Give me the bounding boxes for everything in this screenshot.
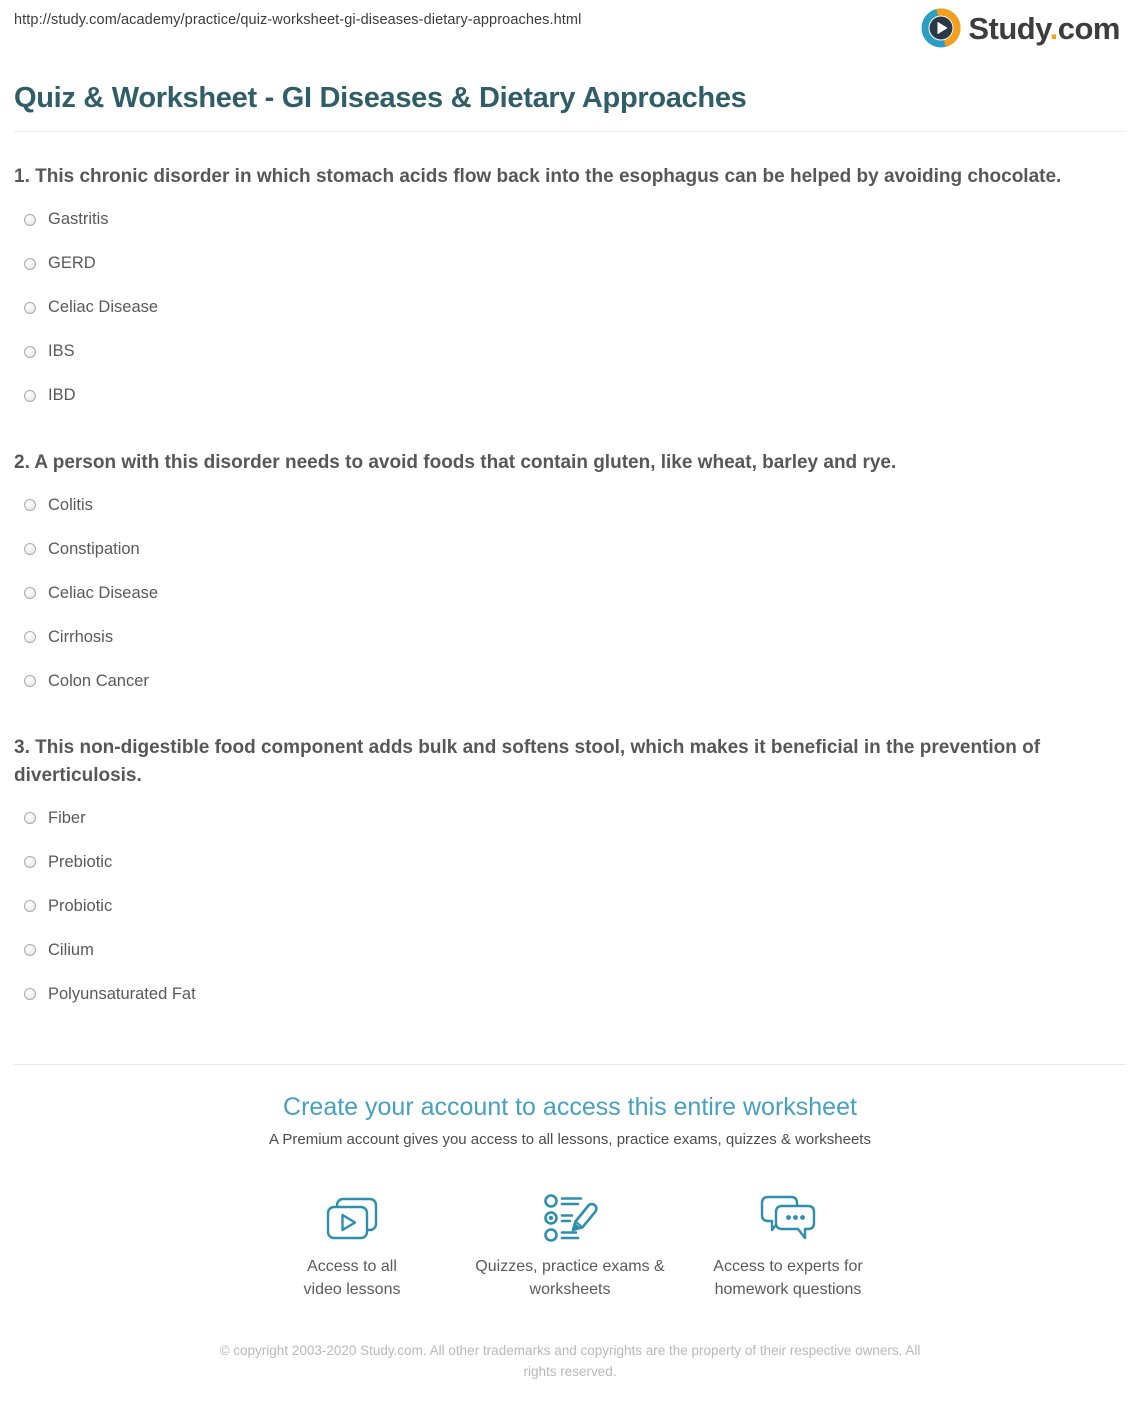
signup-section [14,1093,1126,1301]
radio-button[interactable] [24,631,36,643]
studycom-logo-icon [921,8,961,48]
radio-button[interactable] [24,812,36,824]
option-label[interactable]: Fiber [48,808,86,827]
radio-button[interactable] [24,346,36,358]
questions [14,163,1126,1016]
option-label[interactable]: Colitis [48,495,93,514]
option-row[interactable] [14,796,1126,840]
option-label[interactable]: Celiac Disease [48,583,159,602]
options-list [14,198,1126,418]
option-label[interactable]: Cilium [48,940,94,959]
signup-subheading: A Premium account gives you access to all lessons, practice exams, quizzes & worksheets [269,1131,871,1149]
signup-heading: Create your account to access this entire worksheet [283,1093,857,1122]
option-row[interactable] [14,615,1126,659]
option-label[interactable]: Polyunsaturated Fat [48,984,196,1003]
feature-video-lessons [243,1188,461,1301]
option-label[interactable]: IBS [48,342,75,361]
option-row[interactable] [14,884,1126,928]
option-row[interactable] [14,840,1126,884]
option-row[interactable] [14,659,1126,703]
option-label[interactable]: Prebiotic [48,852,113,871]
title-divider [14,131,1126,132]
radio-button[interactable] [24,214,36,226]
radio-button[interactable] [24,988,36,1000]
option-label[interactable]: Probiotic [48,896,113,915]
option-row[interactable] [14,330,1126,374]
option-row[interactable] [14,527,1126,571]
radio-button[interactable] [24,302,36,314]
question-text: 2. A person with this disorder needs to avoid foods that contain gluten, like wheat, barley and rye. [14,451,897,473]
option-label[interactable]: Celiac Disease [48,298,159,317]
option-label[interactable]: Cirrhosis [48,627,114,646]
option-row[interactable] [14,571,1126,615]
option-label[interactable]: Constipation [48,539,140,558]
option-row[interactable] [14,483,1126,527]
option-label[interactable]: GERD [48,254,96,273]
radio-button[interactable] [24,543,36,555]
option-label[interactable]: IBD [48,386,76,405]
radio-button[interactable] [24,900,36,912]
feature-chat-experts [679,1188,897,1301]
radio-button[interactable] [24,499,36,511]
question-text: 3. This non-digestible food component adds bulk and softens stool, which makes it beneficial in the prevention of diverticulosis. [14,737,1041,786]
option-row[interactable] [14,198,1126,242]
top-bar [0,0,1140,52]
feature-label: Quizzes, practice exams & worksheets [475,1258,665,1299]
features-row [14,1188,1126,1301]
options-list [14,796,1126,1016]
option-label[interactable]: Colon Cancer [48,671,149,690]
feature-label: Access to experts for homework questions [713,1258,863,1299]
feature-quizzes-worksheets [461,1188,679,1301]
options-list [14,483,1126,703]
question-block [14,449,1126,704]
option-row[interactable] [14,972,1126,1016]
question-block [14,734,1126,1016]
video-lessons-icon [325,1188,379,1244]
radio-button[interactable] [24,587,36,599]
radio-button[interactable] [24,856,36,868]
question-text: 1. This chronic disorder in which stomach acids flow back into the esophagus can be helped by avoiding chocolate. [14,166,1062,187]
page-url: http://study.com/academy/practice/quiz-worksheet-gi-diseases-dietary-approaches.html [14,12,582,28]
option-row[interactable] [14,928,1126,972]
option-row[interactable] [14,242,1126,286]
signup-divider [14,1064,1126,1065]
studycom-logo[interactable] [921,8,1120,48]
chat-experts-icon [759,1188,817,1244]
feature-label: Access to all video lessons [303,1258,401,1299]
radio-button[interactable] [24,944,36,956]
quizzes-worksheets-icon [541,1188,599,1244]
option-row[interactable] [14,286,1126,330]
studycom-logo-text: Study.com [968,10,1120,46]
footer-copyright: © copyright 2003-2020 Study.com. All other trademarks and copyrights are the property of their respective owners. All rights reserved. [219,1342,921,1380]
radio-button[interactable] [24,675,36,687]
radio-button[interactable] [24,390,36,402]
question-block [14,163,1126,418]
page-title: Quiz & Worksheet - GI Diseases & Dietary Approaches [14,82,747,114]
radio-button[interactable] [24,258,36,270]
option-label[interactable]: Gastritis [48,210,109,229]
option-row[interactable] [14,374,1126,418]
